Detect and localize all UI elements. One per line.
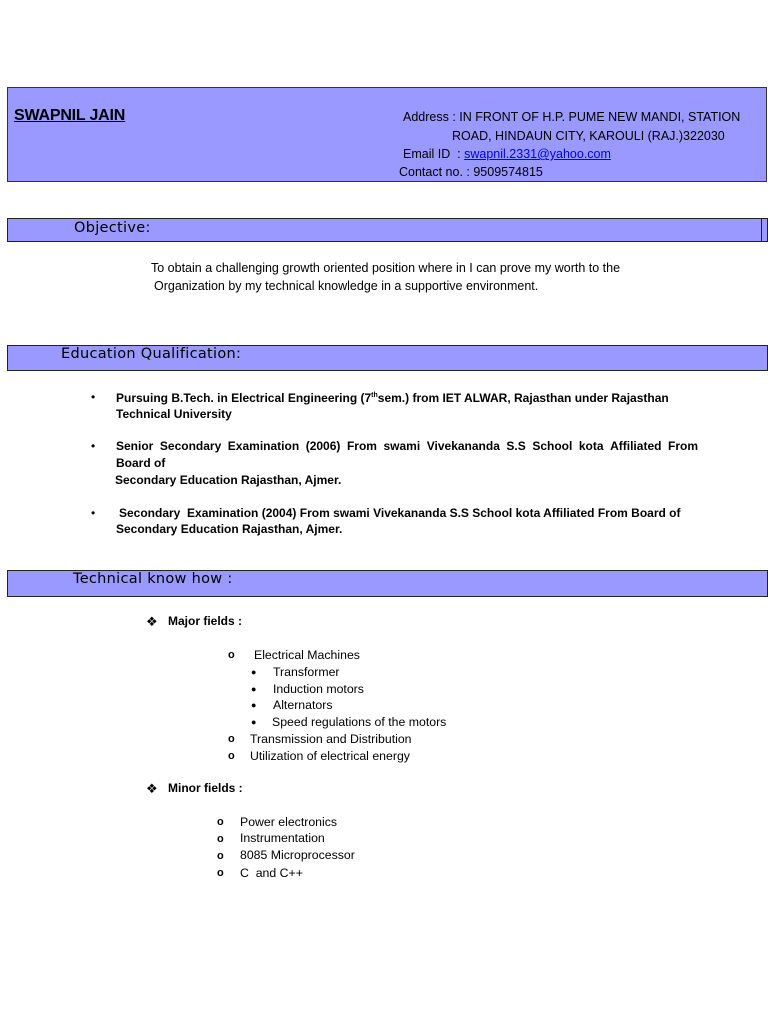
major-item-utilization: Utilization of electrical energy [250, 749, 410, 763]
word: kota [578, 439, 604, 453]
word: Examination [227, 439, 300, 453]
machines-sub-item: Speed regulations of the motors [272, 715, 447, 729]
education-heading: Education Qualification: [61, 346, 242, 362]
major-fields-title: Major fields : [168, 614, 243, 628]
minor-fields-title: Minor fields : [168, 781, 243, 795]
diamond-bullet-icon: ❖ [146, 781, 158, 796]
word: School [532, 439, 573, 453]
circle-bullet-icon: o [217, 816, 224, 828]
address-line-1: Address : IN FRONT OF H.P. PUME NEW MANDI, STATION [403, 110, 741, 124]
major-item-machines: Electrical Machines [254, 648, 360, 662]
word: From [346, 439, 377, 453]
minor-item: C and C++ [240, 866, 303, 880]
education-item-1-suffix: sem.) from IET ALWAR, Rajasthan under Rajasthan [377, 391, 669, 405]
education-item-2-line-3: Secondary Education Rajasthan, Ajmer. [115, 473, 342, 487]
word: S.S [506, 439, 526, 453]
machines-sub-item: Alternators [273, 698, 333, 712]
circle-bullet-icon: o [217, 833, 224, 845]
bullet-icon: • [91, 506, 96, 520]
minor-item: 8085 Microprocessor [240, 848, 355, 862]
education-item-2-line-2: Board of [116, 456, 166, 470]
dot-bullet-icon: ● [251, 717, 257, 727]
email-label: Email ID : [403, 147, 465, 161]
candidate-name: SWAPNIL JAIN [14, 107, 126, 124]
education-item-1-sup: th [371, 392, 378, 399]
circle-bullet-icon: o [217, 850, 224, 862]
machines-sub-item: Induction motors [273, 682, 364, 696]
address-line-2: ROAD, HINDAUN CITY, KAROULI (RAJ.)322030 [452, 129, 725, 143]
bullet-icon: • [91, 439, 96, 453]
word: swami [383, 439, 421, 453]
dot-bullet-icon: ● [251, 684, 257, 694]
objective-bar-divider [761, 218, 762, 242]
word: Vivekananda [426, 439, 500, 453]
dot-bullet-icon: ● [251, 667, 257, 677]
minor-item: Instrumentation [240, 831, 325, 845]
education-item-3-line-2: Secondary Education Rajasthan, Ajmer. [116, 522, 343, 536]
education-item-1-line-2: Technical University [116, 407, 232, 421]
education-item-1-prefix: Pursuing B.Tech. in Electrical Engineering (7 [116, 391, 372, 405]
diamond-bullet-icon: ❖ [146, 614, 158, 629]
circle-bullet-icon: o [217, 867, 224, 879]
word: From [668, 439, 698, 453]
dot-bullet-icon: ● [251, 700, 257, 710]
machines-sub-item: Transformer [273, 665, 340, 679]
circle-bullet-icon: o [228, 649, 235, 661]
objective-text-line-1: To obtain a challenging growth oriented position where in I can prove my worth to the [151, 261, 621, 275]
email-link[interactable]: swapnil.2331@yahoo.com [464, 147, 611, 161]
word: Secondary [159, 439, 222, 453]
education-item-1-line-1 [116, 391, 669, 405]
word: Affiliated [610, 439, 662, 453]
word: (2006) [305, 439, 341, 453]
word: Senior [116, 439, 154, 453]
objective-heading: Objective: [74, 220, 151, 236]
objective-text-line-2: Organization by my technical knowledge in a supportive environment. [154, 279, 539, 293]
circle-bullet-icon: o [228, 733, 235, 745]
minor-item: Power electronics [240, 815, 338, 829]
technical-heading: Technical know how : [73, 571, 233, 587]
education-item-2-line-1 [116, 439, 698, 453]
major-item-transmission: Transmission and Distribution [250, 732, 412, 746]
bullet-icon: • [91, 390, 96, 404]
contact-number: Contact no. : 9509574815 [399, 165, 543, 179]
education-item-3-line-1: Secondary Examination (2004) From swami Vivekananda S.S School kota Affiliated From Board of [119, 506, 681, 520]
email-row [403, 147, 611, 161]
circle-bullet-icon: o [228, 750, 235, 762]
